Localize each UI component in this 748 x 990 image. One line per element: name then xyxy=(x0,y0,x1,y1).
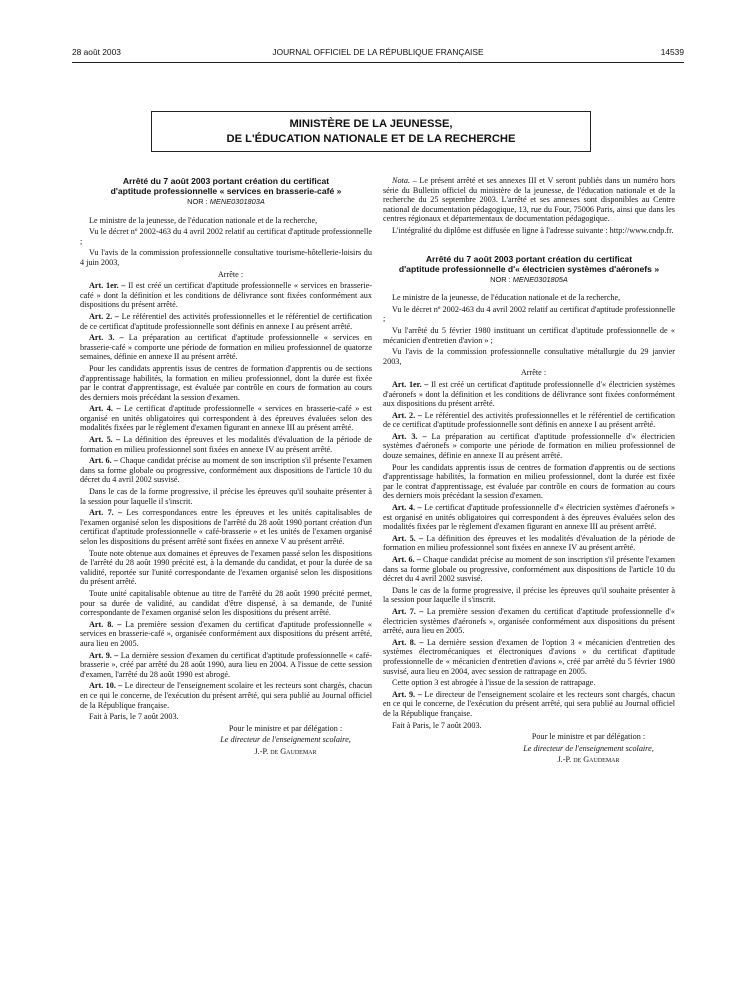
article-text: Le directeur de l'enseignement scolaire et les recteurs sont chargés, chacun en ce qui le concerne, de l'exécution du présent arrêté, qui sera publié au Journal officiel de la République française. xyxy=(383,689,675,718)
article-label: Art. 4. – xyxy=(392,503,422,513)
article-label: Art. 3. – xyxy=(89,333,124,343)
article-paragraph xyxy=(80,681,372,710)
issue-date: 28 août 2003 xyxy=(72,47,121,57)
article-text: Le référentiel des activités professionnelles et le référentiel de certification de ce certificat d'aptitude professionnelle sont définis en annexe I au présent arrêté. xyxy=(80,311,372,331)
article-paragraph xyxy=(383,638,675,676)
article-text: La dernière session d'examen du certificat d'aptitude professionnelle « café-brasserie », créé par arrêté du 28 août 1990, aura lieu en 2004. A l'issue de cette session d'examen, l'arrêté du 28 août 1990 est abrogé. xyxy=(80,650,372,679)
nor-code: MENE0301803A xyxy=(209,197,265,206)
preamble-paragraph: Vu le décret nº 2002-463 du 4 avril 2002 relatif au certificat d'aptitude professionnelle ; xyxy=(80,227,372,246)
right-column xyxy=(383,176,675,767)
article-text: Cette option 3 est abrogée à l'issue de la session de rattrapage. xyxy=(392,678,596,688)
article-label: Art. 9. – xyxy=(392,689,422,699)
arrete-word: Arrête : xyxy=(217,269,244,279)
ministry-heading-box xyxy=(151,111,591,152)
article-label: Art. 2. – xyxy=(89,311,119,321)
article-paragraph xyxy=(383,607,675,636)
article-paragraph xyxy=(80,651,372,680)
article-label: Art. 8. – xyxy=(89,619,122,629)
article-text: Pour les candidats apprentis issus de centres de formation d'apprentis ou de sections d'apprentissage habilités, la formation en milieu professionnel, dont la durée est fixée par le contrat d'apprentissage, est évaluée par contrôle en cours de formation au cours des derniers mois précédant la session d'examen. xyxy=(383,462,675,501)
article-paragraph xyxy=(80,333,372,362)
nor-reference xyxy=(383,275,675,285)
article-paragraph xyxy=(383,534,675,553)
left-articles xyxy=(80,281,372,710)
article-label: Art. 5. – xyxy=(89,435,121,445)
right-articles xyxy=(383,380,675,719)
preamble-paragraph: Vu l'avis de la commission professionnelle consultative métallurgie du 29 janvier 2003, xyxy=(383,347,675,366)
header-rule xyxy=(72,62,684,63)
article-text: Toute unité capitalisable obtenue au titre de l'arrêté du 28 août 1990 précité permet, pour sa durée de validité, au candidat d'être dispensé, à sa demande, de l'unité correspondante de l'examen organisé selon les dispositions du présent arrêté. xyxy=(80,588,372,618)
article-text: La première session d'examen du certificat d'aptitude professionnelle d'« électricien systèmes d'aéronefs », organisée conformément aux dispositions du présent arrêté, aura lieu en 2005. xyxy=(383,606,675,636)
article-label: Art. 9. – xyxy=(89,650,119,660)
article-label: Art. 8. – xyxy=(392,637,424,647)
signature-delegation: Pour le ministre et par délégation : xyxy=(228,723,343,733)
article-text: Pour les candidats apprentis issus de centres de formation d'apprentis ou de sections d'apprentissage habilités, la formation en milieu professionnel, dont la durée est fixée par le contrat d'apprentissage, est évaluée par contrôle en cours de formation au cours des derniers mois précédant la session d'examen. xyxy=(80,363,372,402)
article-text: La première session d'examen du certificat d'aptitude professionnelle « services en brasserie-café », organisée conformément aux dispositions du présent arrêté, aura lieu en 2005. xyxy=(80,619,372,648)
article-paragraph xyxy=(383,586,675,605)
article-label: Art. 1er. – xyxy=(392,379,429,389)
article-text: Le certificat d'aptitude professionnelle « services en brasserie-café » est organisé en unités obligatoires qui correspondent à des épreuves évaluées selon des modalités fixées par le règlement d'examen figurant en annexe III au présent arrêté. xyxy=(80,404,372,433)
nota-text: Le présent arrêté et ses annexes III et V seront publiés dans un numéro hors série du Bulletin officiel du ministère de la jeunesse, de l'éducation nationale et de la recherche du 25 septembre 2003. L'arrêté et ses annexes sont disponibles au Centre national de documentation pédagogique, 13, rue du Four, 75006 Paris, ainsi que dans les centres régionaux et départementaux de documentation pédagogique. xyxy=(383,176,675,224)
preamble-paragraph: Vu le décret nº 2002-463 du 4 avril 2002 relatif au certificat d'aptitude professionnelle ; xyxy=(383,304,675,324)
done-at-paris: Fait à Paris, le 7 août 2003. xyxy=(392,720,482,730)
section-spacer xyxy=(383,238,675,254)
article-text: La définition des épreuves et les modalités d'évaluation de la période de formation en milieu professionnel sont fixées en annexe IV au présent arrêté. xyxy=(80,435,372,454)
article-label: Art. 3. – xyxy=(392,431,427,441)
article-text: Chaque candidat précise au moment de son inscription s'il présente l'examen dans sa forme globale ou progressive, conformément aux dispositions de l'article 10 du décret du 4 avril 2002 susvisé. xyxy=(383,555,675,584)
ministry-line-2: DE L'ÉDUCATION NATIONALE ET DE LA RECHERCHE xyxy=(226,133,516,145)
article-paragraph xyxy=(80,404,372,433)
arrete-title-aeronefs xyxy=(383,254,675,274)
article-paragraph xyxy=(80,589,372,618)
arrete-title-line-2: d'aptitude professionnelle « services en brasserie-café » xyxy=(110,186,342,196)
article-label: Art. 4. – xyxy=(89,404,121,414)
article-text: Chaque candidat précise au moment de son inscription s'il présente l'examen dans sa forme globale ou progressive, conformément aux dispositions de l'article 10 du décret du 4 avril 2002 susvisé. xyxy=(80,456,372,485)
nota-paragraph xyxy=(383,176,675,224)
signature-title: Le directeur de l'enseignement scolaire, xyxy=(523,743,654,753)
article-paragraph xyxy=(383,503,675,532)
preamble-paragraph: Le ministre de la jeunesse, de l'éducation nationale et de la recherche, xyxy=(89,215,318,225)
nor-reference xyxy=(80,197,372,207)
article-label: Art. 2. – xyxy=(392,410,422,420)
preamble-paragraph: Le ministre de la jeunesse, de l'éducation nationale et de la recherche, xyxy=(392,293,621,303)
article-label: Art. 1er. – xyxy=(89,281,126,291)
article-paragraph xyxy=(80,620,372,649)
article-text: Le directeur de l'enseignement scolaire et les recteurs sont chargés, chacun en ce qui le concerne, de l'exécution du présent arrêté, qui sera publié au Journal officiel de la République française. xyxy=(80,681,373,710)
preamble-paragraph: Vu l'avis de la commission professionnelle consultative tourisme-hôtellerie-loisirs du 4 juin 2003, xyxy=(80,248,372,267)
article-paragraph xyxy=(383,380,675,409)
article-label: Art. 7. – xyxy=(392,606,424,616)
arrete-title-line-2: d'aptitude professionnelle d'« électricien systèmes d'aéronefs » xyxy=(398,263,660,274)
article-label: Art. 7. – xyxy=(89,508,123,518)
nor-label: NOR : xyxy=(187,197,210,206)
article-text: La préparation au certificat d'aptitude professionnelle « services en brasserie-café » comporte une période de formation en milieu professionnel de quatorze semaines, définie en annexe II au présent arrêté. xyxy=(80,333,372,362)
article-text: Toute note obtenue aux domaines et épreuves de l'examen passé selon les dispositions de l'arrêté du 28 août 1990 précité est, à la demande du candidat, et pour la durée de sa validité, reportée sur l'unité correspondante de l'examen organisé selon les dispositions du présent arrêté. xyxy=(80,548,372,587)
signature-name: J.-P. de Gaudemar xyxy=(254,746,317,756)
article-paragraph xyxy=(383,690,675,719)
article-label: Art. 6. – xyxy=(89,456,118,466)
article-text: La dernière session d'examen de l'option 3 « mécanicien d'entretien des systèmes électromécaniques et électroniques d'avions » du certificat d'aptitude professionnelle de « mécanicien d'entretien d'avions », créé par arrêté du 5 février 1980 susvisé, aura lieu en 2004, avec session de rattrapage en 2005. xyxy=(383,637,675,676)
running-header xyxy=(72,47,684,61)
nota-online-paragraph: L'intégralité du diplôme est diffusée en ligne à l'adresse suivante : http://www.cndp.fr. xyxy=(392,225,674,235)
article-paragraph xyxy=(80,281,372,310)
arrete-title-brasserie xyxy=(80,176,372,196)
signature-delegation: Pour le ministre et par délégation : xyxy=(531,732,646,742)
article-paragraph xyxy=(383,463,675,501)
nor-label: NOR : xyxy=(490,274,513,284)
done-at-paris: Fait à Paris, le 7 août 2003. xyxy=(89,712,179,722)
article-text: Dans le cas de la forme progressive, il précise les épreuves qu'il souhaite présenter à la session pour laquelle il s'inscrit. xyxy=(383,585,675,605)
arrete-title-line-1: Arrêté du 7 août 2003 portant création du certificat xyxy=(122,176,330,186)
ministry-line-1: MINISTÈRE DE LA JEUNESSE, xyxy=(289,118,453,130)
article-paragraph xyxy=(383,411,675,430)
article-paragraph xyxy=(80,312,372,331)
article-text: Dans le cas de la forme progressive, il précise les épreuves qu'il souhaite présenter à la session pour laquelle il s'inscrit. xyxy=(80,487,372,506)
article-text: La préparation au certificat d'aptitude professionnelle d'« électricien systèmes d'aéronefs » comporte une période de formation en milieu professionnel de douze semaines, définie en annexe II au présent arrêté. xyxy=(383,431,675,461)
signature-title: Le directeur de l'enseignement scolaire, xyxy=(220,735,351,745)
article-paragraph xyxy=(80,549,372,587)
article-paragraph xyxy=(80,487,372,506)
article-text: La définition des épreuves et les modalités d'évaluation de la période de formation en milieu professionnel sont fixées en annexe IV au présent arrêté. xyxy=(383,533,675,553)
article-paragraph xyxy=(383,555,675,584)
article-label: Art. 6. – xyxy=(392,555,421,564)
article-paragraph xyxy=(80,508,372,546)
left-column xyxy=(80,176,372,758)
article-text: Il est créé un certificat d'aptitude professionnelle « services en brasserie-café » dont la définition et les conditions de délivrance sont fixées conformément aux dispositions du présent arrêté. xyxy=(80,281,372,310)
article-paragraph xyxy=(80,364,372,402)
article-text: Il est créé un certificat d'aptitude professionnelle d'« électricien systèmes d'aéronefs » dont la définition et les conditions de délivrance sont fixées conformément aux dispositions du présent arrêté. xyxy=(383,379,675,409)
article-label: Art. 5. – xyxy=(392,533,424,543)
signature-name: J.-P. de Gaudemar xyxy=(557,755,620,765)
article-paragraph xyxy=(383,432,675,461)
arrete-word: Arrête : xyxy=(520,368,547,378)
nor-code: MENE0301805A xyxy=(512,274,568,284)
journal-title: JOURNAL OFFICIEL DE LA RÉPUBLIQUE FRANÇAISE xyxy=(272,47,484,57)
article-text: Le référentiel des activités professionnelles et le référentiel de certification de ce certificat d'aptitude professionnelle sont définis en annexe I au présent arrêté. xyxy=(383,410,675,430)
article-label: Art. 10. – xyxy=(89,681,123,691)
article-paragraph xyxy=(80,456,372,485)
nota-label: Nota. – xyxy=(392,176,417,185)
article-text: Les correspondances entre les épreuves et les unités capitalisables de l'examen organisé selon les dispositions de l'arrêté du 28 août 1990 portant création d'un certificat d'aptitude professionnelle « café-brasserie » et les unités de l'examen organisé selon les dispositions du présent arrêté sont fixées en annexe V au présent arrêté. xyxy=(80,508,372,546)
article-paragraph xyxy=(383,678,675,688)
page-number: 14539 xyxy=(660,47,684,57)
preamble-paragraph: Vu l'arrêté du 5 février 1980 instituant un certificat d'aptitude professionnelle de « mécanicien d'entretien d'avion » ; xyxy=(383,325,675,345)
article-paragraph xyxy=(80,435,372,454)
article-text: Le certificat d'aptitude professionnelle d'« électricien systèmes d'aéronefs » est organisé en unités obligatoires qui correspondent à des épreuves évaluées selon des modalités fixées par le règlement d'examen figurant en annexe III au présent arrêté. xyxy=(383,503,675,532)
arrete-title-line-1: Arrêté du 7 août 2003 portant création du certificat xyxy=(425,253,633,264)
